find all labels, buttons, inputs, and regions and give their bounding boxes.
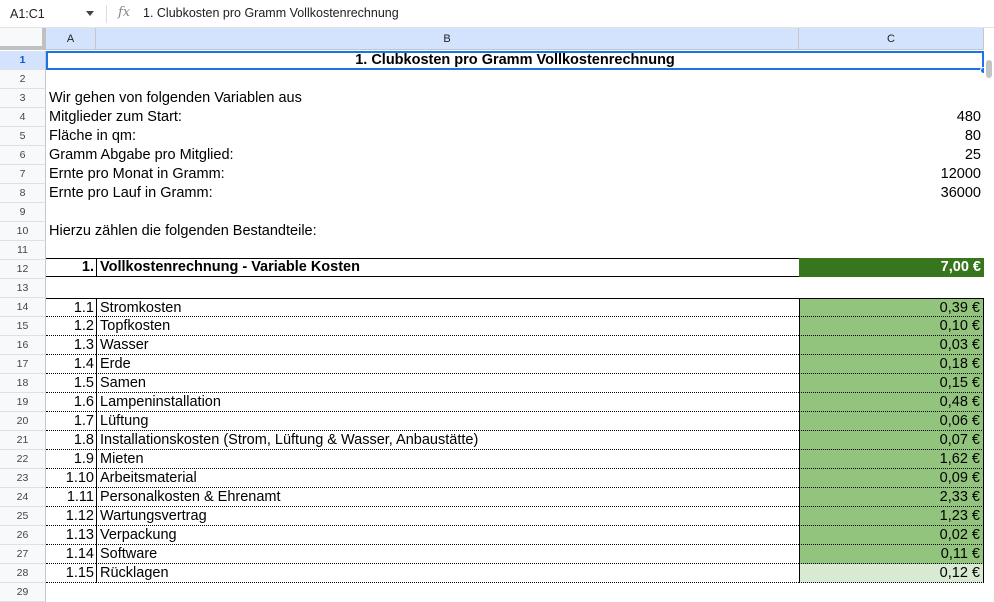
cost-item-row[interactable] <box>46 336 984 355</box>
item-number[interactable]: 1.11 <box>46 488 96 507</box>
column-header-b[interactable]: B <box>96 28 799 50</box>
variable-label[interactable]: Mitglieder zum Start: <box>49 109 182 125</box>
row-header[interactable]: 21 <box>0 431 46 450</box>
cost-item-row[interactable] <box>46 431 984 450</box>
table-row[interactable] <box>46 51 984 70</box>
cost-item-row[interactable] <box>46 393 984 412</box>
cost-item-row[interactable] <box>46 355 984 374</box>
item-value[interactable]: 0,39 € <box>799 298 984 317</box>
item-label[interactable]: Wasser <box>96 336 799 355</box>
row-header[interactable]: 13 <box>0 279 46 298</box>
item-value[interactable]: 1,23 € <box>799 507 984 526</box>
fx-icon: fx <box>118 5 131 20</box>
item-value[interactable]: 1,62 € <box>799 450 984 469</box>
variable-row[interactable] <box>46 108 984 127</box>
name-box-value: A1:C1 <box>10 7 45 21</box>
item-number[interactable]: 1.1 <box>46 298 96 317</box>
item-label[interactable]: Software <box>96 545 799 564</box>
variable-value[interactable]: 80 <box>964 128 981 144</box>
row-header[interactable]: 17 <box>0 355 46 374</box>
formula-input[interactable]: 1. Clubkosten pro Gramm Vollkostenrechnung <box>143 6 399 20</box>
item-label[interactable]: Wartungsvertrag <box>96 507 799 526</box>
item-label[interactable]: Lüftung <box>96 412 799 431</box>
item-label[interactable]: Mieten <box>96 450 799 469</box>
item-number[interactable]: 1.13 <box>46 526 96 545</box>
chevron-down-icon[interactable] <box>86 11 94 16</box>
item-number[interactable]: 1.4 <box>46 355 96 374</box>
table-row[interactable] <box>46 222 984 241</box>
item-number[interactable]: 1.2 <box>46 317 96 336</box>
item-value[interactable]: 0,10 € <box>799 317 984 336</box>
row-header[interactable]: 3 <box>0 89 46 108</box>
item-label[interactable]: Verpackung <box>96 526 799 545</box>
row-header[interactable]: 22 <box>0 450 46 469</box>
column-header-c[interactable]: C <box>799 28 984 50</box>
item-value[interactable]: 0,02 € <box>799 526 984 545</box>
item-label[interactable]: Arbeitsmaterial <box>96 469 799 488</box>
section-header-row[interactable] <box>46 258 984 277</box>
sheet-title[interactable]: 1. Clubkosten pro Gramm Vollkostenrechnung <box>46 51 984 70</box>
cost-item-row[interactable] <box>46 450 984 469</box>
item-number[interactable]: 1.9 <box>46 450 96 469</box>
item-label[interactable]: Personalkosten & Ehrenamt <box>96 488 799 507</box>
column-header-a[interactable]: A <box>46 28 96 50</box>
variable-label[interactable]: Fläche in qm: <box>49 128 137 144</box>
row-header[interactable]: 14 <box>0 298 46 317</box>
row-header[interactable]: 19 <box>0 393 46 412</box>
variable-row[interactable] <box>46 165 984 184</box>
row-header[interactable]: 12 <box>0 260 46 279</box>
row-header[interactable]: 25 <box>0 507 46 526</box>
item-label[interactable]: Lampeninstallation <box>96 393 799 412</box>
item-label[interactable]: Samen <box>96 374 799 393</box>
cost-item-row[interactable] <box>46 507 984 526</box>
cost-item-row[interactable] <box>46 545 984 564</box>
item-number[interactable]: 1.8 <box>46 431 96 450</box>
variable-row[interactable] <box>46 127 984 146</box>
section-number[interactable]: 1. <box>81 259 94 275</box>
cost-item-row[interactable] <box>46 526 984 545</box>
variable-row[interactable] <box>46 146 984 165</box>
variable-label[interactable]: Ernte pro Monat in Gramm: <box>49 166 225 182</box>
cost-item-row[interactable] <box>46 317 984 336</box>
row-header[interactable]: 26 <box>0 526 46 545</box>
row-header[interactable]: 20 <box>0 412 46 431</box>
formula-bar <box>0 0 994 28</box>
row-header[interactable]: 15 <box>0 317 46 336</box>
cost-item-row[interactable] <box>46 564 984 583</box>
variable-value[interactable]: 480 <box>956 109 981 125</box>
sheet-grid[interactable] <box>46 51 984 591</box>
row-header[interactable]: 11 <box>0 241 46 260</box>
item-value[interactable]: 0,03 € <box>799 336 984 355</box>
row-header[interactable]: 4 <box>0 108 46 127</box>
item-number[interactable]: 1.10 <box>46 469 96 488</box>
section-label[interactable]: Vollkostenrechnung - Variable Kosten <box>96 258 799 277</box>
row-header[interactable]: 8 <box>0 184 46 203</box>
components-intro[interactable]: Hierzu zählen die folgenden Bestandteile: <box>49 223 317 239</box>
variable-label[interactable]: Ernte pro Lauf in Gramm: <box>49 185 213 201</box>
item-number[interactable]: 1.3 <box>46 336 96 355</box>
variable-label[interactable]: Gramm Abgabe pro Mitglied: <box>49 147 234 163</box>
item-label[interactable]: Stromkosten <box>96 298 799 317</box>
select-all-corner[interactable] <box>0 28 46 50</box>
item-value[interactable]: 0,12 € <box>799 564 984 583</box>
cost-item-row[interactable] <box>46 412 984 431</box>
item-value[interactable]: 0,09 € <box>799 469 984 488</box>
row-header[interactable]: 5 <box>0 127 46 146</box>
row-header[interactable]: 28 <box>0 564 46 583</box>
scrollbar-thumb[interactable] <box>986 60 992 78</box>
item-value[interactable]: 0,11 € <box>799 545 984 564</box>
item-value[interactable]: 0,15 € <box>799 374 984 393</box>
item-number[interactable]: 1.12 <box>46 507 96 526</box>
row-header[interactable]: 7 <box>0 165 46 184</box>
cost-item-row[interactable] <box>46 374 984 393</box>
row-header[interactable]: 10 <box>0 222 46 241</box>
item-number[interactable]: 1.5 <box>46 374 96 393</box>
table-row[interactable] <box>46 89 984 108</box>
item-number[interactable]: 1.14 <box>46 545 96 564</box>
variable-value[interactable]: 25 <box>964 147 981 163</box>
scrollbar[interactable] <box>984 51 994 591</box>
section-total[interactable]: 7,00 € <box>799 258 984 277</box>
row-header[interactable]: 23 <box>0 469 46 488</box>
cost-item-row[interactable] <box>46 488 984 507</box>
row-header[interactable]: 1 <box>0 51 46 70</box>
item-value[interactable]: 0,06 € <box>799 412 984 431</box>
item-value[interactable]: 0,48 € <box>799 393 984 412</box>
item-number[interactable]: 1.6 <box>46 393 96 412</box>
item-value[interactable]: 0,07 € <box>799 431 984 450</box>
row-header[interactable]: 2 <box>0 70 46 89</box>
item-label[interactable]: Installationskosten (Strom, Lüftung & Wasser, Anbaustätte) <box>96 431 799 450</box>
item-label[interactable]: Rücklagen <box>96 564 799 583</box>
cost-item-row[interactable] <box>46 298 984 317</box>
variable-row[interactable] <box>46 184 984 203</box>
row-header[interactable]: 16 <box>0 336 46 355</box>
item-label[interactable]: Topfkosten <box>96 317 799 336</box>
intro-text[interactable]: Wir gehen von folgenden Variablen aus <box>49 90 302 106</box>
variable-value[interactable]: 36000 <box>940 185 981 201</box>
row-header[interactable]: 27 <box>0 545 46 564</box>
item-number[interactable]: 1.7 <box>46 412 96 431</box>
cost-item-row[interactable] <box>46 469 984 488</box>
row-header[interactable]: 9 <box>0 203 46 222</box>
item-number[interactable]: 1.15 <box>46 564 96 583</box>
variable-value[interactable]: 12000 <box>940 166 981 182</box>
divider <box>106 5 107 23</box>
row-header[interactable]: 24 <box>0 488 46 507</box>
item-value[interactable]: 0,18 € <box>799 355 984 374</box>
item-value[interactable]: 2,33 € <box>799 488 984 507</box>
name-box[interactable] <box>0 2 104 26</box>
item-label[interactable]: Erde <box>96 355 799 374</box>
row-header[interactable]: 18 <box>0 374 46 393</box>
row-header[interactable]: 29 <box>0 583 46 602</box>
row-header[interactable]: 6 <box>0 146 46 165</box>
